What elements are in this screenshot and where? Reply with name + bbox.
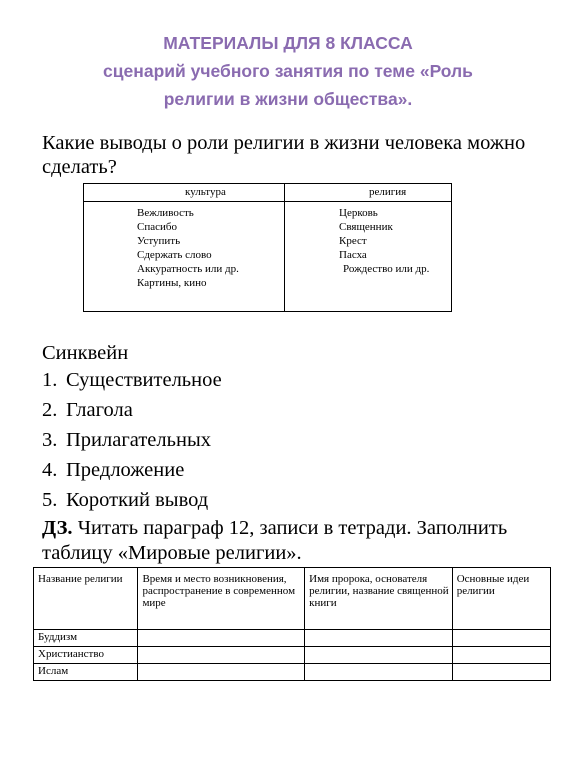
table1-header-culture: культура xyxy=(84,184,285,202)
table2-cell xyxy=(452,664,550,681)
religion-item: Крест xyxy=(339,235,367,247)
list-item: 2. Глагола xyxy=(42,399,133,421)
culture-item: Картины, кино xyxy=(137,277,207,289)
culture-item: Уступить xyxy=(137,235,181,247)
table-row xyxy=(34,647,551,664)
list-item: 3. Прилагательных xyxy=(42,429,211,451)
homework-label: ДЗ. xyxy=(42,517,73,539)
table2-cell xyxy=(138,630,305,647)
religion-item: Пасха xyxy=(339,249,367,261)
table2-row-label: Буддизм xyxy=(34,630,138,647)
question-text: Какие выводы о роли религии в жизни человека можно сделать? xyxy=(42,132,526,178)
table1-header-religion: религия xyxy=(285,184,452,202)
list-item: 4. Предложение xyxy=(42,459,185,481)
title-line-3: религии в жизни общества». xyxy=(163,89,413,109)
religion-item: Церковь xyxy=(339,207,378,219)
sinkvein-title: Синквейн xyxy=(42,342,129,364)
table2-cell xyxy=(305,664,453,681)
title-line-2: сценарий учебного занятия по теме «Роль xyxy=(103,61,473,81)
table2-cell xyxy=(305,630,453,647)
religion-item: Рождество или др. xyxy=(343,263,430,275)
table2-row-label: Ислам xyxy=(34,664,138,681)
table2-header: Название религии xyxy=(34,568,138,630)
homework-text xyxy=(42,516,542,566)
table2-cell xyxy=(452,630,550,647)
table2-header: Основные идеи религии xyxy=(452,568,550,630)
table2-cell xyxy=(452,647,550,664)
homework-body: Читать параграф 12, записи в тетради. Заполнить таблицу «Мировые религии». xyxy=(42,517,508,564)
table-row xyxy=(34,664,551,681)
world-religions-table xyxy=(33,567,551,681)
culture-item: Вежливость xyxy=(137,207,194,219)
culture-item: Аккуратность или др. xyxy=(137,263,239,275)
religion-item: Священник xyxy=(339,221,393,233)
table2-header: Имя пророка, основателя религии, название священной книги xyxy=(305,568,453,630)
culture-item: Сдержать слово xyxy=(137,249,212,261)
culture-item: Спасибо xyxy=(137,221,177,233)
table1-religion-cell xyxy=(285,202,452,312)
table2-cell xyxy=(138,664,305,681)
table2-row-label: Христианство xyxy=(34,647,138,664)
list-item: 5. Короткий вывод xyxy=(42,489,209,511)
table-row xyxy=(34,630,551,647)
table2-cell xyxy=(138,647,305,664)
table2-cell xyxy=(305,647,453,664)
page-title xyxy=(0,29,576,113)
table1-culture-cell xyxy=(84,202,285,312)
sinkvein-list xyxy=(42,365,222,515)
culture-religion-table xyxy=(83,183,452,312)
title-line-1: МАТЕРИАЛЫ ДЛЯ 8 КЛАССА xyxy=(163,33,413,53)
table2-header: Время и место возникновения, распространение в современном мире xyxy=(138,568,305,630)
list-item: 1. Существительное xyxy=(42,369,222,391)
